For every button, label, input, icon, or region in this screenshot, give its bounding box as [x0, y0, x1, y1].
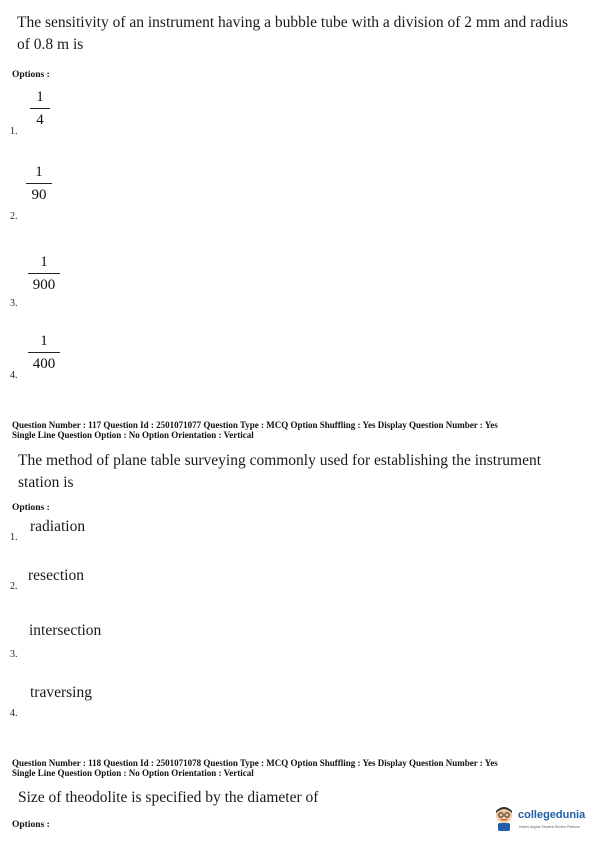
logo-tagline: India's largest Student Review Platform — [519, 825, 580, 829]
question-117-text: The method of plane table surveying commonly used for establishing the instrument station is — [18, 452, 542, 491]
option-text: resection — [28, 567, 84, 584]
denominator: 900 — [32, 277, 56, 293]
denominator: 4 — [36, 112, 44, 128]
question-118-text: Size of theodolite is specified by the diameter of — [18, 789, 319, 806]
fraction-bar — [26, 183, 52, 184]
fraction-bar — [28, 273, 60, 274]
fraction-1-400 — [28, 332, 60, 373]
logo-brand: collegedunia — [518, 809, 586, 821]
collegedunia-logo — [492, 803, 592, 837]
option-number: 3. — [10, 649, 18, 660]
fraction-bar — [30, 108, 50, 109]
fraction-1-900 — [28, 253, 60, 294]
mascot-icon — [492, 805, 516, 831]
option-number: 1. — [10, 532, 18, 543]
option-text: intersection — [29, 622, 102, 639]
numerator: 1 — [35, 164, 43, 180]
numerator: 1 — [36, 89, 44, 105]
option-number: 3. — [10, 298, 18, 309]
denominator: 90 — [31, 187, 47, 203]
fraction-1-90 — [26, 163, 52, 204]
option-number: 4. — [10, 370, 18, 381]
option-number: 2. — [10, 211, 18, 222]
option-text: radiation — [30, 518, 86, 535]
question-117-meta-line1: Question Number : 117 Question Id : 2501071077 Question Type : MCQ Option Shuffling : Yes Display Question Number : Yes — [12, 420, 498, 430]
options-label-118: Options : — [12, 820, 50, 830]
options-label-117: Options : — [12, 503, 50, 513]
numerator: 1 — [40, 333, 48, 349]
numerator: 1 — [40, 254, 48, 270]
option-number: 1. — [10, 126, 18, 137]
fraction-bar — [28, 352, 60, 353]
question-117-meta-line2: Single Line Question Option : No Option Orientation : Vertical — [12, 430, 254, 440]
denominator: 400 — [32, 356, 56, 372]
question-116-text: The sensitivity of an instrument having a bubble tube with a division of 2 mm and radius of 0.8 m is — [17, 14, 569, 53]
options-label-116: Options : — [12, 70, 50, 80]
question-118-meta-line2: Single Line Question Option : No Option Orientation : Vertical — [12, 768, 254, 778]
option-number: 2. — [10, 581, 18, 592]
question-118-meta-line1: Question Number : 118 Question Id : 2501071078 Question Type : MCQ Option Shuffling : Yes Display Question Number : Yes — [12, 758, 498, 768]
fraction-1-4 — [30, 88, 50, 129]
option-text: traversing — [30, 684, 92, 701]
option-number: 4. — [10, 708, 18, 719]
